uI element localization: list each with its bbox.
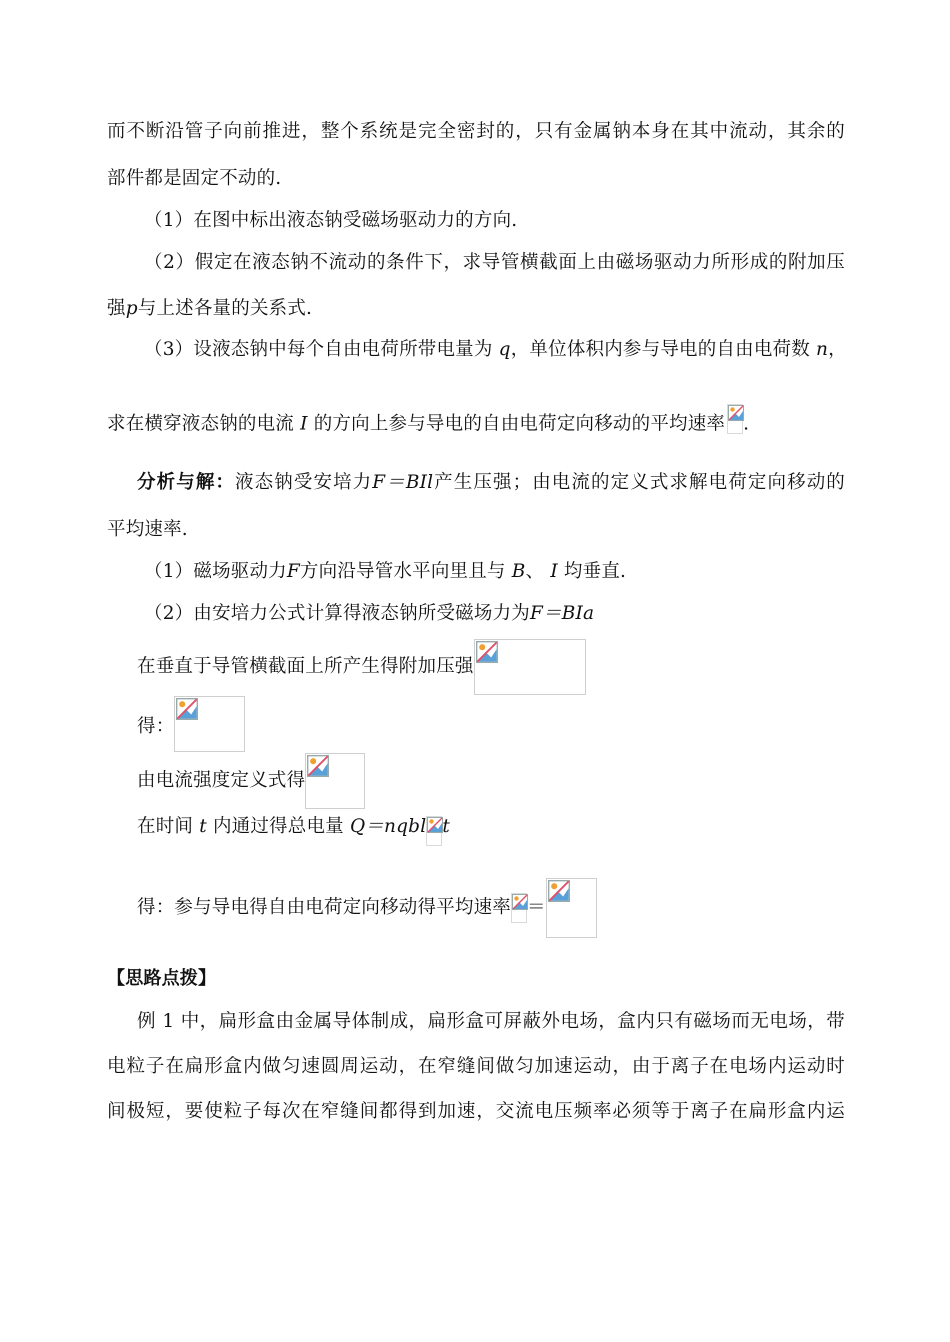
text: 的方向上参与导电的自由电荷定向移动的平均速率 <box>313 413 726 435</box>
text: 均垂直. <box>563 561 627 582</box>
pressure-line <box>137 639 586 695</box>
current-definition-line <box>137 753 365 809</box>
var-p: p <box>125 298 138 319</box>
question-2-line-2 <box>107 300 312 319</box>
solution-step-1 <box>144 563 626 582</box>
text: ， <box>828 339 847 360</box>
text: ，单位体积内参与导电的自由电荷数 <box>510 339 810 360</box>
formula-image-icon <box>474 639 586 695</box>
text: . <box>743 413 750 435</box>
result-line <box>137 696 245 752</box>
question-3-line-1 <box>144 341 845 360</box>
text: 由电流强度定义式得 <box>137 770 306 791</box>
section-title: 【思路点拨】 <box>107 968 217 989</box>
formula: Q＝nqbl <box>349 816 427 837</box>
var-I: I <box>300 413 308 435</box>
question-3-line-2 <box>107 404 749 434</box>
question-2-line-1: （2）假定在液态钠不流动的条件下，求导管横截面上由磁场驱动力所形成的附加压 <box>144 252 845 273</box>
formula-image-icon <box>546 878 597 938</box>
formula: F＝BIl <box>372 472 434 493</box>
tip-line-1: 例 1 中，扁形盒由金属导体制成，扁形盒可屏蔽外电场，盒内只有磁场而无电场，带 <box>137 1011 845 1032</box>
text: （3）设液态钠中每个自由电荷所带电量为 <box>144 339 493 360</box>
text: 求在横穿液态钠的电流 <box>107 413 295 435</box>
paragraph-line: 部件都是固定不动的. <box>107 168 282 189</box>
text: 方向沿导管水平向里且与 <box>299 561 506 582</box>
var-n: n <box>816 339 829 360</box>
text: 得：参与导电得自由电荷定向移动得平均速率 <box>137 897 512 918</box>
analysis-label: 分析与解： <box>137 472 236 493</box>
formula-image-icon <box>511 893 527 923</box>
formula-image-icon <box>426 816 442 846</box>
var-t: t <box>442 816 450 837</box>
paragraph-line: 而不断沿管子向前推进，整个系统是完全密封的，只有金属钠本身在其中流动，其余的 <box>107 121 845 142</box>
var-F: F <box>286 561 300 582</box>
solution-step-2 <box>144 605 594 624</box>
formula: F＝BIa <box>529 603 595 624</box>
text: 内通过得总电量 <box>212 816 344 837</box>
text: 与上述各量的关系式. <box>137 298 313 319</box>
var-t: t <box>199 816 207 837</box>
text: 液态钠受安培力 <box>235 472 373 493</box>
text: 强 <box>107 298 126 319</box>
text: ＝ <box>527 897 546 918</box>
analysis-line-2: 平均速率. <box>107 519 188 540</box>
formula-image-icon <box>727 404 743 434</box>
text: 、 <box>525 561 545 582</box>
total-charge-line <box>137 816 450 846</box>
question-1: （1）在图中标出液态钠受磁场驱动力的方向. <box>144 210 518 231</box>
formula-image-icon <box>174 696 245 752</box>
formula-image-icon <box>305 753 365 809</box>
var-q: q <box>498 339 511 360</box>
text: （1）磁场驱动力 <box>144 561 287 582</box>
analysis-line-1 <box>137 474 845 493</box>
text: 在垂直于导管横截面上所产生得附加压强 <box>137 656 474 677</box>
var-I: I <box>550 561 558 582</box>
var-B: B <box>511 561 526 582</box>
tip-line-2: 电粒子在扁形盒内做匀速圆周运动，在窄缝间做匀加速运动，由于离子在电场内运动时 <box>107 1056 845 1077</box>
text: （2）由安培力公式计算得液态钠所受磁场力为 <box>144 603 530 624</box>
text: 产生压强；由电流的定义式求解电荷定向移动的 <box>433 472 845 493</box>
text: 得： <box>137 716 175 737</box>
velocity-line <box>137 878 597 938</box>
text: 在时间 <box>137 816 194 837</box>
tip-line-3: 间极短，要使粒子每次在窄缝间都得到加速，交流电压频率必须等于离子在扁形盒内运 <box>107 1101 845 1122</box>
